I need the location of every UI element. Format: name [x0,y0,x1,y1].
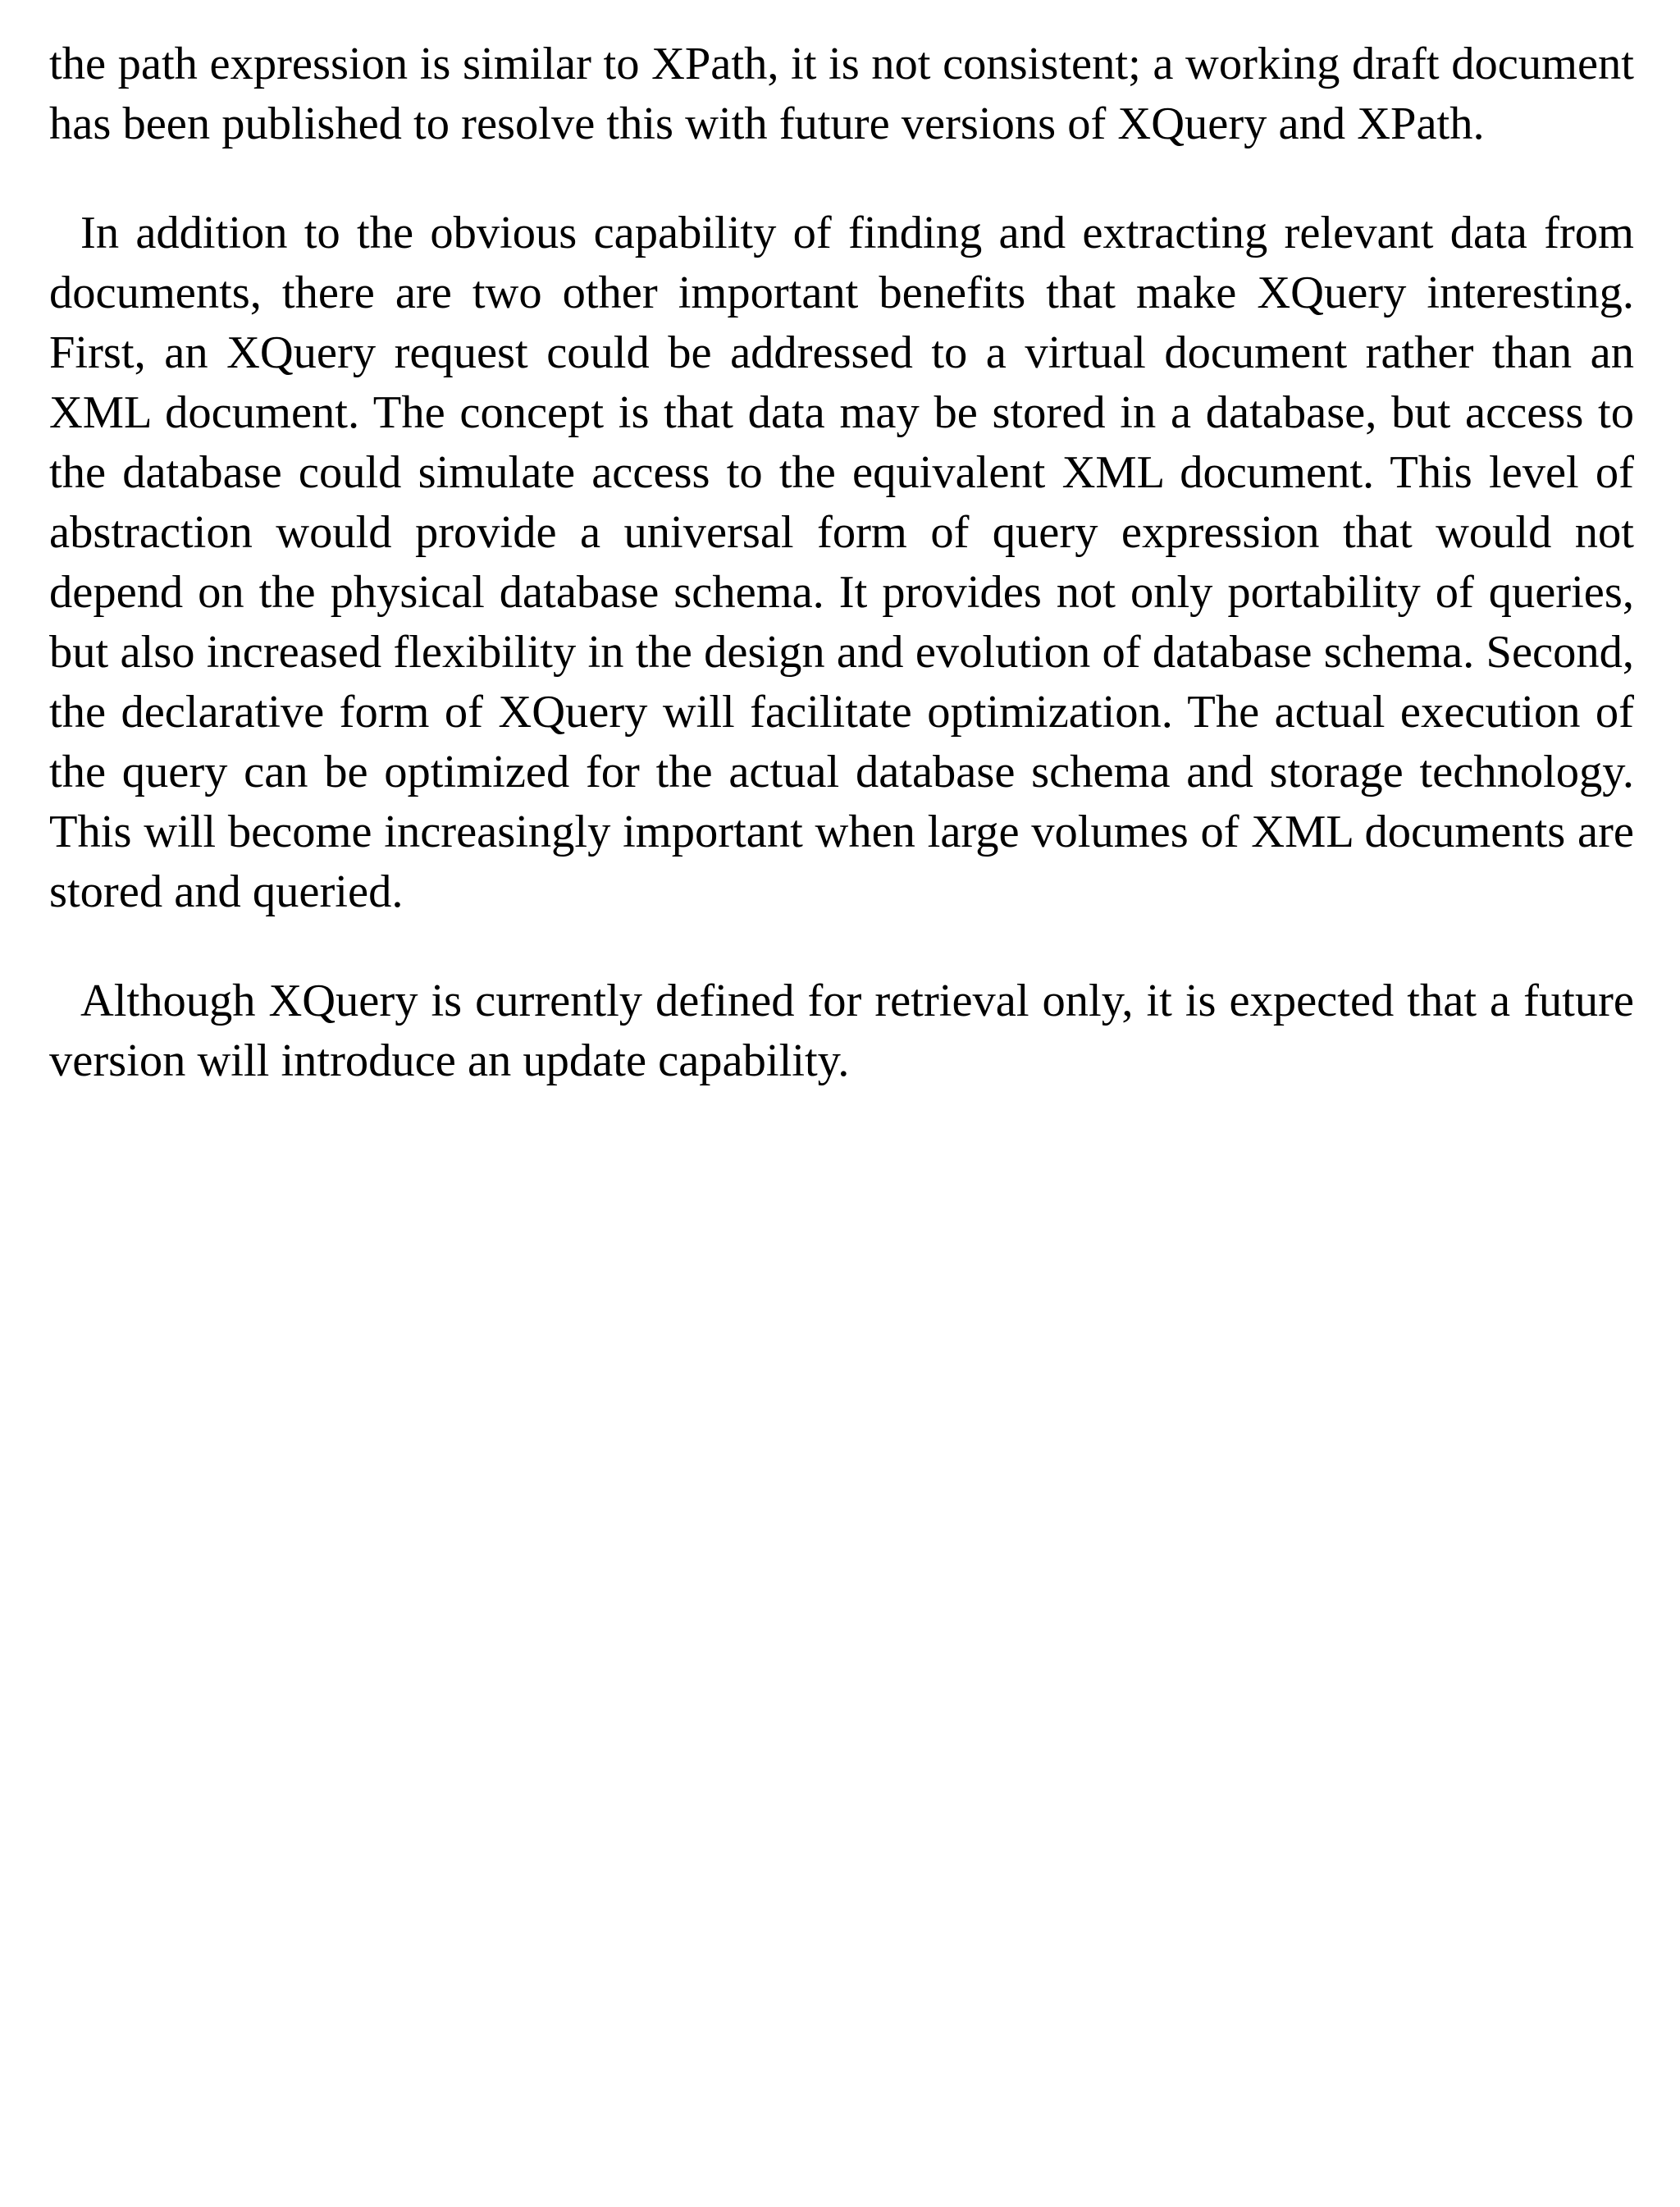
paragraph-xquery-benefits: In addition to the obvious capability of finding and extracting relevant data from documents, there are two other important benefits that make XQuery interesting. First, an XQuery request could be addressed to a virtual document rather than an XML document. The concept is that data may be stored in a database, but access to the database could simulate access to the equivalent XML document. This level of abstraction would provide a universal form of query expression that would not depend on the physical database schema. It provides not only portability of queries, but also increased flexibility in the design and evolution of database schema. Second, the declarative form of XQuery will facilitate optimization. The actual execution of the query can be optimized for the actual database schema and storage technology. This will become increasingly important when large volumes of XML documents are stored and queried. [49,208,1634,917]
paragraph-continuation: the path expression is similar to XPath, it is not consistent; a working draft document has been published to resolve this with future versions of XQuery and XPath. [49,39,1634,149]
paragraph-update-capability: Although XQuery is currently defined for retrieval only, it is expected that a future version will introduce an update capability. [49,976,1634,1086]
document-page [49,34,1634,1091]
